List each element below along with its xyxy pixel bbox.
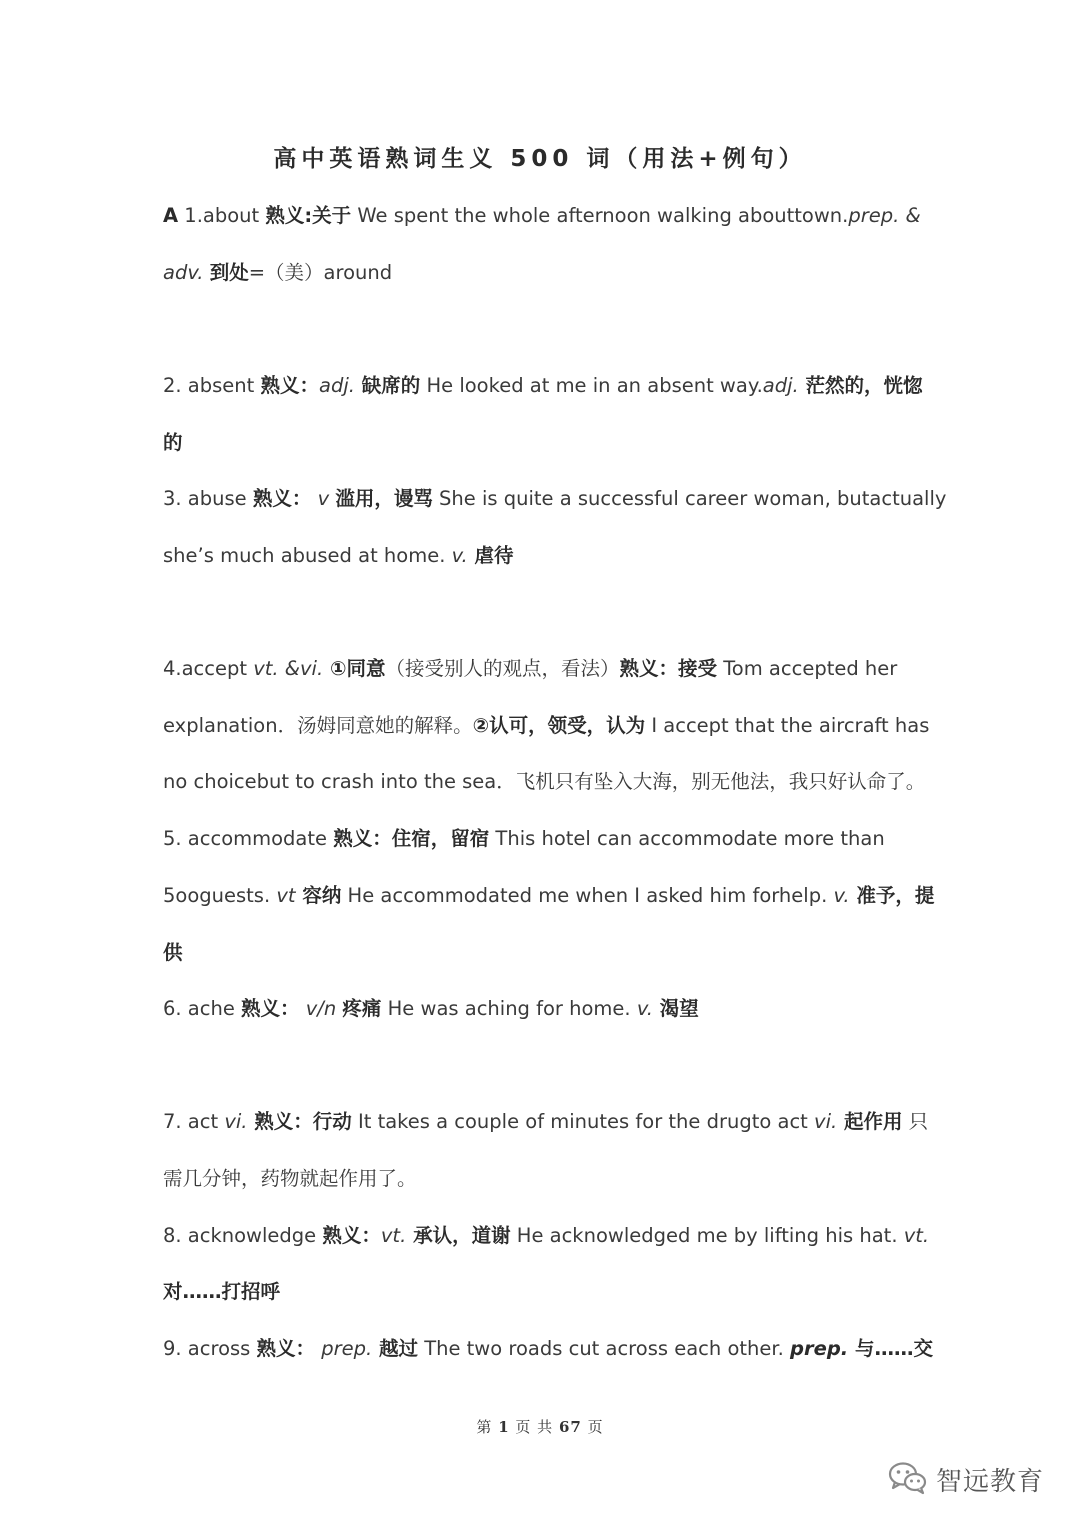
text-segment: A bbox=[163, 204, 179, 227]
text-segment: prep. & bbox=[848, 204, 921, 227]
watermark bbox=[888, 1457, 1044, 1501]
text-segment: 4.accept bbox=[163, 657, 254, 680]
text-segment: prep. bbox=[790, 1337, 849, 1360]
text-segment: 9. across bbox=[163, 1337, 257, 1360]
text-segment: 缺席的 bbox=[354, 374, 421, 397]
text-line bbox=[163, 201, 923, 231]
text-segment: no choicebut to crash into the sea．飞机只有坠入大海，别无他法，我只好认命了。 bbox=[163, 770, 926, 793]
text-segment: 熟义： bbox=[241, 997, 300, 1020]
page-footer bbox=[0, 1416, 1080, 1437]
text-segment: He acknowledged me by lifting his hat. bbox=[510, 1224, 904, 1247]
text-segment: 2. absent bbox=[163, 374, 261, 397]
text-segment: 承认，道谢 bbox=[406, 1224, 511, 1247]
text-segment: =（美）around bbox=[248, 261, 393, 284]
text-segment: He looked at me in an absent way. bbox=[420, 374, 763, 397]
text-segment: vt. &vi. bbox=[253, 657, 324, 680]
text-line bbox=[163, 1107, 929, 1137]
text-segment: She is quite a successful career woman, butactually bbox=[432, 487, 947, 510]
text-segment: He accommodated me when I asked him forhelp. bbox=[341, 884, 834, 907]
text-segment: v. bbox=[636, 997, 653, 1020]
text-line bbox=[163, 767, 926, 797]
text-segment: 茫然的，恍惚 bbox=[798, 374, 923, 397]
text-segment: 对……打招呼 bbox=[163, 1280, 281, 1303]
text-line bbox=[163, 371, 923, 401]
text-line bbox=[163, 938, 923, 968]
text-segment: 熟义： bbox=[260, 374, 320, 397]
text-segment: ①同意 bbox=[323, 657, 386, 680]
text-segment: 熟义： bbox=[256, 1337, 316, 1360]
watermark-text: 智远教育 bbox=[936, 1466, 1045, 1497]
text-segment: 虐待 bbox=[467, 544, 514, 567]
text-segment: adj. bbox=[319, 374, 355, 397]
text-line bbox=[163, 428, 923, 458]
text-segment: 与……交 bbox=[848, 1337, 933, 1360]
text-line bbox=[163, 711, 930, 741]
footer-prefix: 第 bbox=[476, 1418, 499, 1436]
text-segment: 熟义:关于 bbox=[265, 204, 352, 227]
text-segment: This hotel can accommodate more than bbox=[489, 827, 885, 850]
text-segment: 熟义： bbox=[252, 487, 312, 510]
text-segment: vt bbox=[276, 884, 296, 907]
text-segment: 的 bbox=[163, 431, 183, 454]
text-segment: 渴望 bbox=[652, 997, 699, 1020]
text-segment: v. bbox=[833, 884, 850, 907]
text-segment: 容纳 bbox=[295, 884, 342, 907]
text-segment: adj. bbox=[762, 374, 799, 397]
text-segment: 5. accommodate bbox=[163, 827, 334, 850]
text-segment: she’s much abused at home. bbox=[163, 544, 452, 567]
wechat-icon bbox=[888, 1460, 928, 1498]
text-segment: The two roads cut across each other. bbox=[418, 1337, 791, 1360]
text-segment: 只 bbox=[902, 1110, 929, 1133]
text-segment: 8. acknowledge bbox=[163, 1224, 323, 1247]
text-line bbox=[163, 541, 923, 571]
text-line bbox=[163, 1164, 923, 1194]
text-segment: 7. act bbox=[163, 1110, 225, 1133]
text-segment: 5ooguests. bbox=[163, 884, 277, 907]
text-segment: 3. abuse bbox=[163, 487, 253, 510]
text-segment: 准予，提 bbox=[849, 884, 935, 907]
text-segment: v bbox=[311, 487, 336, 510]
text-segment: （接受别人的观点，看法） bbox=[385, 657, 620, 680]
text-segment: 熟义：接受 bbox=[619, 657, 718, 680]
text-segment: v/n bbox=[299, 997, 343, 1020]
text-segment: 越过 bbox=[372, 1337, 418, 1360]
text-segment: vt. bbox=[380, 1224, 407, 1247]
text-line bbox=[163, 484, 947, 514]
text-line bbox=[163, 1334, 933, 1364]
text-line bbox=[163, 994, 923, 1024]
text-line bbox=[163, 258, 923, 288]
text-segment: Tom accepted her bbox=[717, 657, 898, 680]
text-segment: 熟义：住宿，留宿 bbox=[333, 827, 490, 850]
footer-suffix: 页 bbox=[581, 1418, 604, 1436]
text-segment: vi. bbox=[814, 1110, 838, 1133]
text-segment: 到处 bbox=[209, 261, 249, 284]
text-line bbox=[163, 1277, 923, 1307]
text-segment: I accept that the aircraft has bbox=[645, 714, 930, 737]
text-line bbox=[163, 824, 923, 854]
text-segment: vt. bbox=[903, 1224, 930, 1247]
page-title: 高中英语熟词生义 500 词（用法+例句） bbox=[273, 146, 807, 172]
text-line bbox=[163, 881, 935, 911]
text-segment: 1.about bbox=[178, 204, 266, 227]
text-segment: ②认可，领受，认为 bbox=[472, 714, 646, 737]
page-number: 1 bbox=[498, 1418, 510, 1436]
text-segment: adv. bbox=[163, 261, 204, 284]
text-segment: vi. bbox=[224, 1110, 248, 1133]
text-segment: 需几分钟，药物就起作用了。 bbox=[163, 1167, 417, 1190]
text-segment: 起作用 bbox=[837, 1110, 903, 1133]
text-segment: 熟义： bbox=[322, 1224, 381, 1247]
text-segment: He was aching for home. bbox=[381, 997, 637, 1020]
text-segment: 6. ache bbox=[163, 997, 242, 1020]
text-segment: 熟义：行动 bbox=[247, 1110, 352, 1133]
text-segment: 滥用，谩骂 bbox=[335, 487, 433, 510]
text-segment: prep. bbox=[315, 1337, 373, 1360]
text-segment: 供 bbox=[163, 941, 183, 964]
total-pages: 67 bbox=[558, 1418, 582, 1436]
text-segment: 疼痛 bbox=[342, 997, 382, 1020]
text-segment: explanation．汤姆同意她的解释。 bbox=[163, 714, 473, 737]
text-segment: v. bbox=[451, 544, 468, 567]
text-segment: It takes a couple of minutes for the drugto act bbox=[351, 1110, 815, 1133]
text-line bbox=[163, 654, 923, 684]
text-line bbox=[163, 1221, 930, 1251]
text-segment: We spent the whole afternoon walking abouttown. bbox=[351, 204, 849, 227]
footer-middle: 页 共 bbox=[509, 1418, 559, 1436]
